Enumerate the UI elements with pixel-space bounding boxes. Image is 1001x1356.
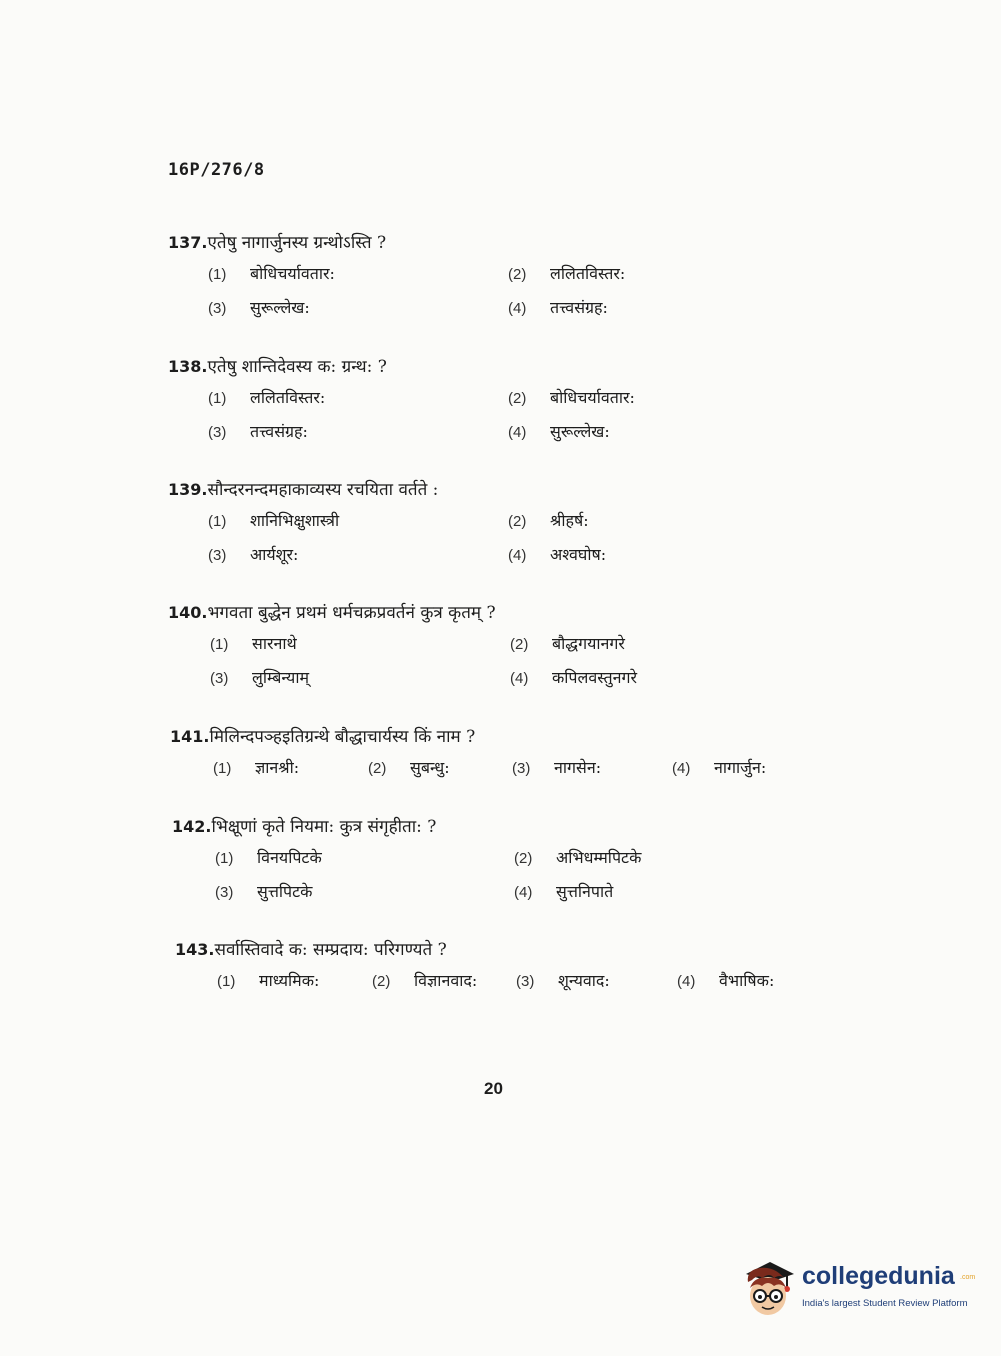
- option: (4) सुत्तनिपाते: [514, 882, 614, 901]
- option: (4) सुरूल्लेख:: [508, 422, 610, 441]
- option: (1) ज्ञानश्री:: [213, 758, 300, 777]
- collegedunia-logo: [740, 1250, 980, 1320]
- option: (2) बौद्धगयानगरे: [510, 634, 625, 653]
- question-number: 140.: [168, 603, 208, 622]
- question-text: मिलिन्दपञ्हइतिग्रन्थे बौद्धाचार्यस्य किं नाम ?: [209, 727, 476, 747]
- option: (3) आर्यशूर:: [208, 545, 299, 564]
- question-text: एतेषु शान्तिदेवस्य क: ग्रन्थ: ?: [207, 357, 387, 377]
- option: (4) वैभाषिक:: [677, 971, 775, 990]
- question-text: सर्वास्तिवादे क: सम्प्रदाय: परिगण्यते ?: [214, 940, 447, 960]
- option: (4) तत्त्वसंग्रह:: [508, 298, 608, 317]
- question-141: [170, 722, 870, 777]
- logo-tagline: India's largest Student Review Platform: [802, 1298, 968, 1309]
- question-text: भिक्षूणां कृते नियमा: कुत्र संगृहीता: ?: [211, 817, 437, 837]
- question-143: [175, 935, 875, 990]
- question-number: 139.: [168, 480, 208, 499]
- option: (2) बोधिचर्यावतार:: [508, 388, 635, 407]
- question-number: 141.: [170, 727, 210, 746]
- option: (2) ललितविस्तर:: [508, 264, 626, 283]
- paper-code: 16P/276/8: [168, 160, 265, 180]
- option: (1) सारनाथे: [210, 634, 297, 653]
- question-142: [172, 812, 872, 901]
- option: (3) लुम्बिन्याम्: [210, 668, 310, 687]
- option: (1) विनयपिटके: [215, 848, 322, 867]
- option: (2) सुबन्धु:: [368, 758, 450, 777]
- question-number: 142.: [172, 817, 212, 836]
- question-text: एतेषु नागार्जुनस्य ग्रन्थोऽस्ति ?: [207, 233, 387, 253]
- logo-wordmark: collegedunia: [802, 1262, 955, 1290]
- question-text: सौन्दरनन्दमहाकाव्यस्य रचयिता वर्तते :: [207, 480, 439, 500]
- question-number: 138.: [168, 357, 208, 376]
- question-138: [168, 352, 868, 441]
- option: (3) नागसेन:: [512, 758, 602, 777]
- page-number: 20: [484, 1079, 503, 1098]
- question-139: [168, 475, 868, 564]
- question-number: 137.: [168, 233, 208, 252]
- option: (1) माध्यमिक:: [217, 971, 320, 990]
- option: (4) कपिलवस्तुनगरे: [510, 668, 638, 687]
- logo-suffix: .com: [960, 1274, 976, 1281]
- option: (1) ललितविस्तर:: [208, 388, 326, 407]
- option: (2) श्रीहर्ष:: [508, 511, 589, 530]
- option: (2) अभिधम्मपिटके: [514, 848, 642, 867]
- option: (4) नागार्जुन:: [672, 758, 767, 777]
- mascot-icon: [740, 1252, 800, 1318]
- question-text: भगवता बुद्धेन प्रथमं धर्मचक्रप्रवर्तनं कुत्र कृतम् ?: [207, 603, 496, 623]
- question-number: 143.: [175, 940, 215, 959]
- option: (2) विज्ञानवाद:: [372, 971, 478, 990]
- option: (3) तत्त्वसंग्रह:: [208, 422, 308, 441]
- option: (4) अश्वघोष:: [508, 545, 607, 564]
- question-137: [168, 228, 868, 317]
- option: (3) शून्यवाद:: [516, 971, 610, 990]
- option: (1) बोधिचर्यावतार:: [208, 264, 335, 283]
- option: (3) सुरूल्लेख:: [208, 298, 310, 317]
- option: (1) शानिभिक्षुशास्त्री: [208, 511, 340, 530]
- option: (3) सुत्तपिटके: [215, 882, 313, 901]
- question-140: [168, 598, 868, 687]
